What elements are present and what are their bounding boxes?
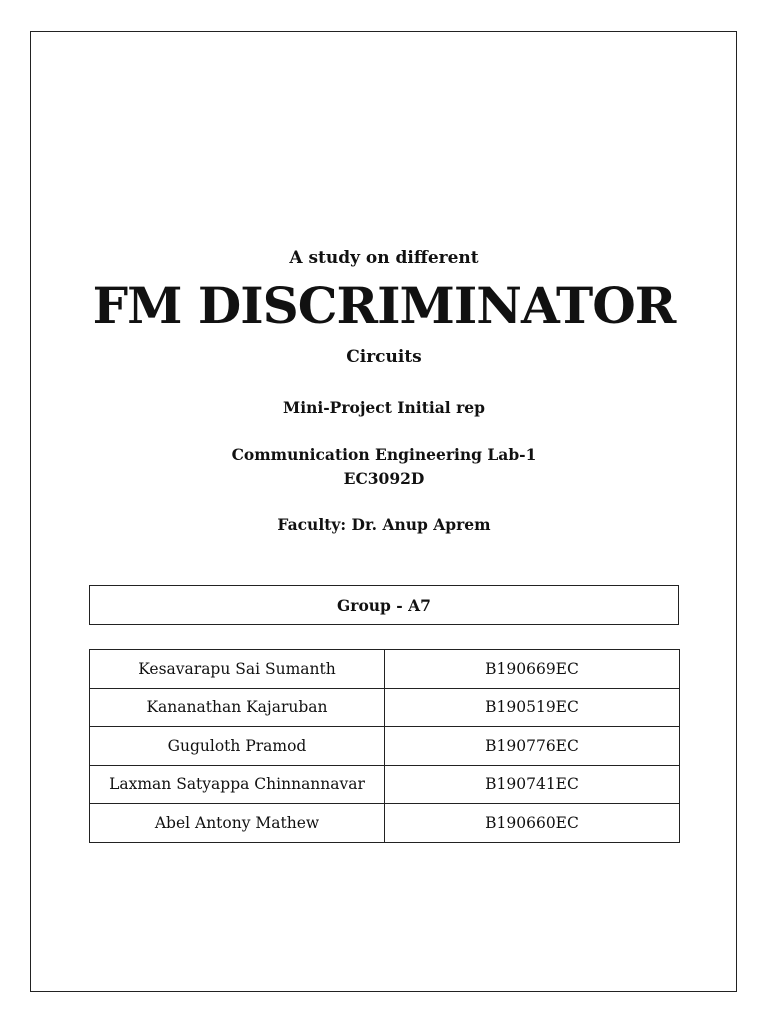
table-row [90,727,680,766]
members-table [89,649,680,843]
faculty-line: Faculty: Dr. Anup Aprem [277,515,491,534]
member-roll: B190669EC [385,650,680,689]
table-row [90,765,680,804]
group-label-box [89,585,679,625]
member-roll: B190741EC [385,765,680,804]
member-name: Laxman Satyappa Chinnannavar [90,765,385,804]
member-roll: B190776EC [385,727,680,766]
member-name: Kesavarapu Sai Sumanth [90,650,385,689]
table-row [90,650,680,689]
table-row [90,688,680,727]
cover-title: FM DISCRIMINATOR [92,276,676,335]
report-type: Mini-Project Initial rep [283,398,485,417]
course-name: Communication Engineering Lab-1 [231,445,537,464]
member-roll: B190660EC [385,804,680,843]
cover-title-tail: Circuits [346,347,422,367]
member-name: Guguloth Pramod [90,727,385,766]
page-border [30,31,737,992]
course-code: EC3092D [343,469,425,488]
table-row [90,804,680,843]
member-roll: B190519EC [385,688,680,727]
group-label: Group - A7 [337,595,431,615]
member-name: Kananathan Kajaruban [90,688,385,727]
member-name: Abel Antony Mathew [90,804,385,843]
cover-subtitle: A study on different [289,248,479,268]
